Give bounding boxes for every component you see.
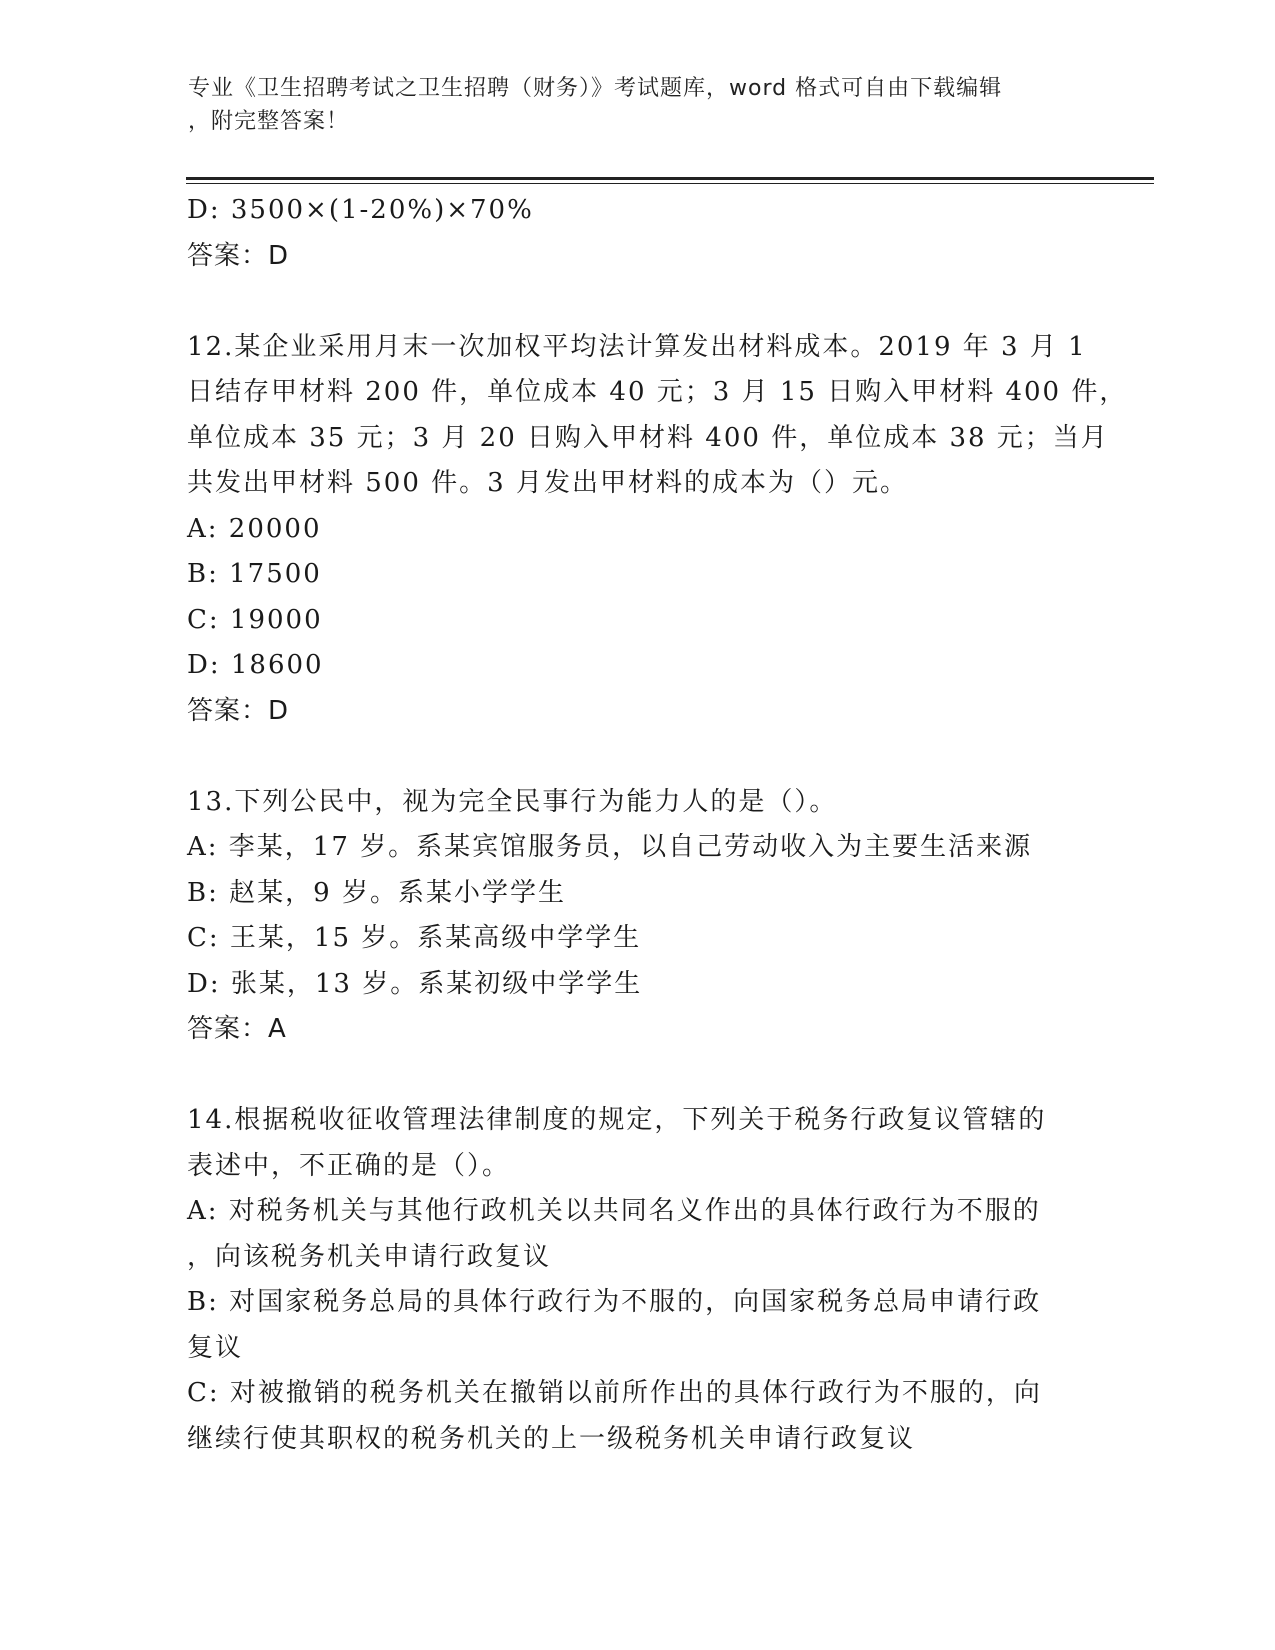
option-c-continued: 继续行使其职权的税务机关的上一级税务机关申请行政复议 [187,1423,916,1454]
option-a: A: 李某，17 岁。系某宾馆服务员，以自己劳动收入为主要生活来源 [187,832,1033,862]
option-c: C: 对被撤销的税务机关在撤销以前所作出的具体行政行为不服的，向 [187,1378,1042,1408]
question-stem-line: 12.某企业采用月末一次加权平均法计算发出材料成本。2019 年 3 月 1 [187,331,1087,362]
question-stem-line: 日结存甲材料 200 件，单位成本 40 元；3 月 15 日购入甲材料 400 件， [187,377,1128,407]
option-c: C: 19000 [187,604,323,635]
option-d: D: 张某，13 岁。系某初级中学学生 [187,968,643,999]
option-d: D: 3500×(1-20%)×70% [187,195,534,225]
option-a: A: 20000 [187,513,322,544]
answer: 答案：D [187,240,290,271]
header-rule-thick [186,177,1154,180]
option-b: B: 17500 [187,559,322,589]
question-stem-line: 单位成本 35 元；3 月 20 日购入甲材料 400 件，单位成本 38 元；当月 [187,422,1109,453]
option-b: B: 对国家税务总局的具体行政行为不服的，向国家税务总局申请行政 [187,1287,1042,1317]
question-stem-line: 共发出甲材料 500 件。3 月发出甲材料的成本为（）元。 [187,468,908,498]
question-stem-line: 13.下列公民中，视为完全民事行为能力人的是（）。 [187,786,838,817]
prev-question-tail [187,188,1087,279]
header-line-1: 专业《卫生招聘考试之卫生招聘（财务）》考试题库，word 格式可自由下载编辑 [188,76,1003,101]
option-a-continued: ，向该税务机关申请行政复议 [187,1241,552,1272]
question-13 [187,780,1087,1053]
spacer [187,734,1087,780]
answer: 答案：D [187,695,290,726]
document-header [188,72,1068,138]
answer: 答案：A [187,1014,287,1044]
option-d: D: 18600 [187,650,324,680]
question-14 [187,1098,1087,1462]
question-stem-line: 14.根据税收征收管理法律制度的规定，下列关于税务行政复议管辖的 [187,1105,1047,1135]
header-rule-thin [186,183,1154,184]
question-stem-line: 表述中，不正确的是（）。 [187,1150,511,1181]
header-line-2: ，附完整答案！ [188,109,350,134]
question-12 [187,325,1128,735]
spacer [187,279,1087,325]
question-content [187,188,1128,1462]
option-b-continued: 复议 [187,1332,244,1363]
option-c: C: 王某，15 岁。系某高级中学学生 [187,923,642,953]
option-b: B: 赵某，9 岁。系某小学学生 [187,877,566,908]
spacer [187,1053,1087,1099]
option-a: A: 对税务机关与其他行政机关以共同名义作出的具体行政行为不服的 [187,1196,1041,1226]
